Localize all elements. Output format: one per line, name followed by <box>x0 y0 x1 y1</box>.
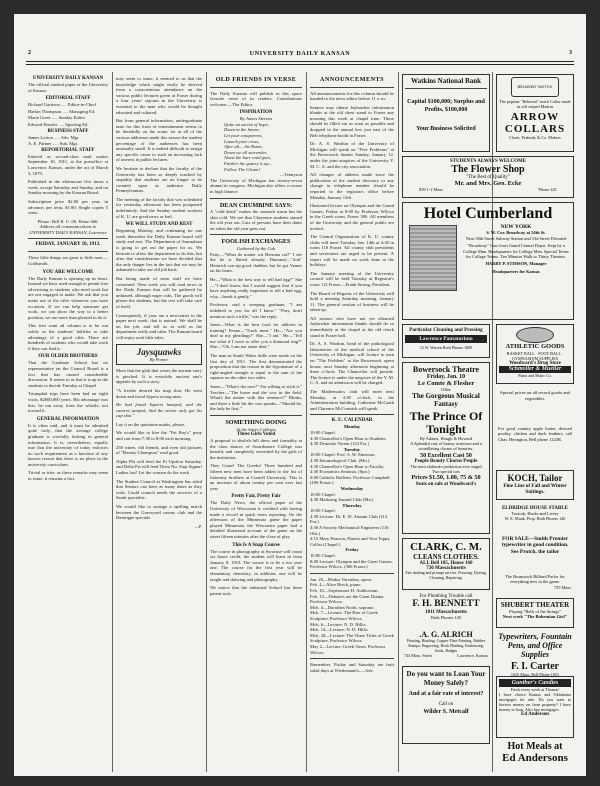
masthead-rule <box>26 61 574 62</box>
jaysquawks-box <box>116 344 202 366</box>
alrich-contact <box>404 653 488 658</box>
brunswick-ad <box>496 572 574 596</box>
entry-notice: Entered as second-class mail matter September 10, 1911, at the postoffice at Lawrence, Kansas, under the act of March 3, 1879. <box>28 153 108 176</box>
pretty-fair-heading: Pretty Fair, Pretty Fair <box>231 494 281 500</box>
bowersock-date: Friday, Jan. 10 <box>426 374 466 380</box>
special-prices-text: Special prices on all record goods and vegetables. <box>500 390 570 401</box>
poem-line: Launch your cross, <box>224 138 260 144</box>
snap-course-heading: This Is A Snap Course <box>232 542 280 548</box>
bowersock-offer: Offer <box>441 387 451 392</box>
calendar-row: Mch. 14—Lecture: N. D. Hillis. <box>310 627 369 633</box>
calendar-day-name: Friday <box>345 547 359 553</box>
flower-address: 829 1-2 Mass <box>419 187 443 192</box>
watkins-tagline: Your Business Solicited <box>416 126 476 132</box>
column-divider <box>206 72 207 772</box>
calendar-row: 8:00 Lecture: Olympia and the Great Games, Professor Wilcox. (306 Fraser.) <box>310 558 393 570</box>
poem-line: Let your conquerors, <box>224 133 263 139</box>
loan-rate: And at a fair rate of interest? <box>408 691 484 697</box>
prices-cars: Two special cars <box>432 469 460 474</box>
mortgage-name: Ed Anderson <box>521 712 549 717</box>
clark-sub: CLEANS CLOTHES. <box>413 553 479 561</box>
foolish-heading: FOOLISH EXCHANGES <box>221 238 291 246</box>
calendar-row: Feb. 13—Debaters are the Great Drama. Professor Wilcox. <box>310 593 385 605</box>
jaysquawks-spelling: We would like to arrange a spelling match between the Graveyard county club and the Dentrippe specials. <box>116 504 202 521</box>
calendar-day-name: Tuesday <box>343 446 361 452</box>
hot-meals: Hot Meals at <box>507 741 563 752</box>
announcements-heading: ANNOUNCEMENTS <box>319 76 385 83</box>
schmoller-sub: Piano and Music Co. <box>518 372 552 378</box>
calendar-day-name: Monday <box>343 424 361 430</box>
announcement: The January meeting of the University council will be held Tuesday at Registrar's room 112 Fraser.—Frank Strong, President. <box>310 270 394 287</box>
arrow-maker: Cluett, Peabody & Co. Makers <box>509 135 561 140</box>
cleaning-title: Particular Cleaning and Pressing <box>409 327 483 333</box>
calendar-row: May 2—Lecture: Greek Vases, Professor Wilcox. <box>310 643 386 655</box>
column-divider <box>112 72 113 772</box>
cornell-body: They Come! The Greeks! Three hundred and fifteen new men have been added to the list of fraternity brothers at Cornell University. This is an increase of about twenty per cent over last year. <box>210 463 302 491</box>
sale-title: FOR SALE—Smith Premier typewriter in good condition. <box>501 536 569 549</box>
faculty-paragraph: The meeting of the faculty that was scheduled for yesterday afternoon has been postponed indefinitely. And the Sunday student workers of K. U. are good news or bad. <box>116 196 202 219</box>
foolish-body-2: He—"What is the best way to tell bad egg?" She—"I don't know, but I would suggest that if you have anything really important to tell a bad egg, why—break it gently." <box>210 276 302 299</box>
calendar-row: 4:30 A Society Mechanical Engineers (116 Obs.) <box>310 525 389 536</box>
foolish-body: Patty—"What do matter wit Herman cat?" I see the lie is flatted already. Dunrand—"Aok" Heinrich can sip good chabbet, but he got Varner on his brain. <box>210 251 302 274</box>
divider <box>310 87 394 88</box>
special-prices-notice <box>496 388 574 422</box>
watkins-capital: Capital $100,000; Surplus and Profits, $100,000 <box>407 99 485 113</box>
ed-andersons-name: Ed Andersons <box>502 752 568 764</box>
country-produce-ad <box>496 424 574 468</box>
shubert-next: Next week "The Bohemian Girl" <box>502 614 568 619</box>
announcement: All seniors who have not yet obtained Jayhawker information blanks should do so immediately at the chapel at the old check stand in Fraser hall. <box>310 315 394 338</box>
study-rest-body-2: But being made of stern stuff we have consented. Next week you will read news in the Daily Kansan that will be gathered by unbiased, although eager cubs. The goods will please the students, but the rest will take care of itself. <box>116 276 202 309</box>
study-rest-body-3: Consequently, if your are a newcomer to the paper next week, that is natural. We shall be on the job, and tell us as well as the department really and calm. The Kansan board will enjoy such little tales. <box>116 312 203 340</box>
jaysquawks-alpha: Alpha Phi will feed the Pi Upsilon Saturday, and Delta Psi will feed Theta Nu. Stop Sigma! Ladies last! Let the women do the work. <box>116 458 202 476</box>
clark-blurb: Fair dealing and prompt service. Pressing, Dyeing, Cleaning, Repairing. <box>405 570 487 580</box>
divider <box>210 87 302 88</box>
calendar-row: 4:30 Economics Seminar. (Spo.) <box>310 469 370 475</box>
general-info-tail: Trivial or trite, as these remarks may seem to some, it remains a fact. <box>28 470 108 482</box>
sale-sub: See Protch, the tailor <box>510 548 560 555</box>
hotel-blurb: "Broadway" Cars from Grand Central Depot. Kept by a College Man. Headquarters for College Men. Special Terms for College Teams. Ten Minutes Walk to Thirty Theatres. <box>463 243 569 260</box>
calendar-heading: K. U. CALENDAR <box>331 418 373 424</box>
lectures-paragraph: may seem to some, it seemed to us that the knowledge which might easily be derived from a conscientious attendance on the various public lectures given at Fraser during a four years' sojourn in the University is essential to the man who would be thought educated and cultured. <box>116 76 202 115</box>
alrich-city: Lawrence, Kansas <box>457 653 488 659</box>
ed-andersons-ad <box>496 740 574 770</box>
koch-sub: Fine Line of Fall and Winter Suitings. <box>503 483 567 495</box>
announcement: The Mathematics club will meet next Monday, at 4:30 o'clock, in the Administration building. Catherine McGrath and Clarence McCormick will speak. <box>310 389 394 411</box>
brunswick-text: The Brunswick Billiard Parlor for everything new in the game. <box>505 574 565 585</box>
trip-paragraph: Triumphal trips have been had on eight visits, $2000,000 years. His advantage was this: he ran away from the whistle, not toward it. <box>28 391 108 414</box>
divider <box>210 198 302 199</box>
shubert-theater-ad <box>496 598 574 628</box>
flower-welcome: STUDENTS ALWAYS WELCOME <box>449 159 527 164</box>
bennett-phone: Both Phones 120 <box>430 615 461 620</box>
jaysquawks-wines: 250 wines, old friends, and even old pictures of "Bounty Chompsea" read good. <box>116 444 202 456</box>
business-staff-list <box>28 135 108 147</box>
clark-name: CLARK, C. M. <box>410 541 482 553</box>
announcement: Dr. A. S. Warthin, head of the pathological laboratories of the medical school of the University of Michigan, will lecture to men on "The Problem" at the Bowersock opera house, next Sunday afternoon beginning at three o'clock. The Chancellor will preside. The lecture is under the auspices of the Y. M. C. A. and no admission will be charged. <box>310 341 394 386</box>
hotel-headquarters: Headquarters for Kansas <box>492 268 540 274</box>
calendar-day <box>310 503 394 548</box>
hotel-cumberland-ad <box>402 202 574 320</box>
column-divider <box>306 72 307 772</box>
prices-seats: Seats on sale at Woodward's <box>415 481 477 487</box>
calendar-row: Feb. 4—Alice Bieck, piano. <box>310 582 362 588</box>
cleaning-ad <box>402 324 490 358</box>
staff-row: Harlan Thompson ..... Managing Ed. <box>28 108 96 114</box>
poem-byline: By James Stevens <box>239 116 273 122</box>
poem-line: Dawn in the haven, <box>224 127 260 133</box>
announcement: Illustrated lecture on Olympia and the Grand Games, Friday at 8:00 by Professor Wilcox in the Greek room, Fraser 306. All members of the University and the general public are invited. <box>310 203 394 231</box>
foolish-subheading: Gathered by the Cub <box>236 245 276 251</box>
foolish-body-6: Jones—"What's the new?" I'm willing to stick it." Teacher—"The horse and the cow in the field. What's the matter with this sentence?" Blinks, and there a little bit the cow speaks—"Should be, the lady be first." <box>210 384 302 412</box>
foolish-body-4: Jones—What is the best food for athletes in training? Fenno—"Track meat." He—"Are you deaf to my pleadings?" She—"I am." He—"Tell me what if I were to offer you a diamond ring?" She—"Oh, I am not stone deaf." <box>210 322 302 350</box>
eldridge-address: W. E. Muak, Prop. Both Phones 140 <box>504 516 566 521</box>
column-editorial <box>28 76 108 770</box>
eldridge-stable-ad <box>496 504 574 532</box>
calendar-row: Feb. 10—Sophomore H. Auditorium. <box>310 588 379 593</box>
dean-heading: DEAN CRUMBINE SAYS: <box>219 201 293 209</box>
loan-ad <box>402 666 490 744</box>
flower-tagline: "The Best of Quality" <box>466 175 510 180</box>
prices-amounts: Prices $1.50, 1.00, 75 & 50 <box>411 474 481 481</box>
hotel-address: S. W. Cor. Broadway at 54th St. <box>486 230 546 236</box>
athletic-title: ATHLETIC GOODS <box>505 343 565 350</box>
shubert-sub: Playing "Bells of the Strings" <box>509 609 561 614</box>
foolish-body-3: Professor, said a weeping graduate, "I am indebted to you for all I know." "Pray, don't mention such a trifle," was the reply. <box>210 302 302 319</box>
calendar-row: Mch. 7—Lecture: The Rise of Greek Sculpture, Professor Wilcox. <box>310 610 378 621</box>
staff-row: Richard Garrison ..... Editor-in-Chief <box>28 102 97 108</box>
jaysquawks-body: More that the glob that wears the ancient story is pinched. It is erstwhile ancient one's appetite by such a story. <box>116 368 202 385</box>
divider <box>405 88 487 89</box>
older-brothers-body: That the Graduate School has no representative on the Council Board is a fact that has caused considerable discussion. It seems to us that it is up to the students to decide Tuesday at Chapel. <box>28 360 108 388</box>
subscription-notice: Subscription price $2.00 per year, in advance; per term, $1.00; Single copies 5 cents. <box>28 198 108 216</box>
masthead-title: UNIVERSITY DAILY KANSAN <box>249 50 351 57</box>
poem-line: Alone the bare road goes, <box>224 155 272 161</box>
mortgage-blurb: I have choice Kansas and Oklahoma mortgages for sale. Do you want to borrow money on farm property? I have money to loan. Also buy mortgages. <box>499 692 571 712</box>
editorial-staff-list <box>28 102 108 127</box>
hotel-building-illustration <box>409 225 457 291</box>
reporters-heading: REPORTORIAL STAFF <box>41 147 95 153</box>
issue-date: FRIDAY, JANUARY 10, 1913. <box>35 242 101 248</box>
jaysquawks-quote: "A freshie desired his map shot, He went down and faced Sypeta wrong man. <box>116 387 202 399</box>
announcement: Seniors may obtain Jayhawker information blanks at the old chest stand to Fraser any morning this week at chapel time. These should be filled out as soon as possible and dropped in the annual box just east of the Bell telephone booth in Fraser. <box>310 104 394 138</box>
watkins-bank-ad <box>402 74 490 152</box>
loan-question: Do you want to Loan Your Money Safely? <box>406 670 486 687</box>
jaysquawks-note: Lay it on the quotation marks, please. <box>116 421 186 427</box>
bennett-plumbing-ad <box>402 592 490 626</box>
foolish-body-5: The man in South Wales drills were made on the first day of 1911. The first demonstrated the proposition that the reason in the hypotenuse of a right-angled triangle is equal to the sum of the squares on the other two sides. <box>210 353 302 381</box>
editorial-staff-heading: EDITORIAL STAFF <box>45 96 91 102</box>
jaysquawks-pony: We would like to hire the "Fat Boy's" pony and cart from 7:30 to 8:00 each morning. <box>116 430 202 442</box>
calendar-row: 4:30 Lecture. Dr. E. W. Alumni Club (114 Fra.) <box>310 513 388 525</box>
column-features <box>210 76 302 770</box>
alrich-title: .A. G. ALRICH <box>419 630 473 639</box>
prices-cast: 50 Excellent Cast 50 <box>420 453 472 459</box>
snap-course-body: The course in photography at Syracuse will count six hours credit, the student will learn in from January 8, 1913. The course is to be a two year one. The course for the first year will be elementary chemistry, in addition, one will be taught and drawing and photography. <box>210 548 302 582</box>
masthead-rule-2 <box>26 64 574 65</box>
calendar-row: Mch. 28—Lecture: The Three Titles of Greek Sculpture, Professor Wilcox. <box>310 632 394 644</box>
staff-row: James Lorton ..... Adv. Mgr. <box>28 134 80 140</box>
poem-credit: —Tennyson <box>279 172 302 178</box>
poem-line: Follow The Gleam! <box>224 166 260 172</box>
flower-shop-ad <box>402 156 574 198</box>
hotel-title: Hotel Cumberland <box>423 205 553 222</box>
page-number-right: 3 <box>569 50 572 56</box>
cleaning-address: 12 W. Warren Both Phones 1000 <box>419 345 473 350</box>
carter-address: 1025 Mass. Bell Phone 1051 <box>510 672 560 677</box>
bowersock-show: The Gorgeous Musical Fantasy <box>412 392 480 408</box>
hotel-city: NEW YORK <box>500 224 532 230</box>
girls-voted-heading: Three Girls Voted <box>236 432 276 438</box>
poem-line: Quite an ascent of hope, <box>224 121 269 127</box>
brunswick-address: 735 Mass. <box>553 584 572 590</box>
jaysquawks-title: Jaysquawks <box>136 346 182 357</box>
you-welcome-body-2: This free want ad column is to be run solely as the students' bulletin to take advantage of a good offer. There are hundreds of students who would take work if they can find it. <box>28 323 108 351</box>
carter-supplies-ad <box>496 630 574 677</box>
prices-production: The most elaborate production ever staged <box>410 464 482 469</box>
bennett-name: F. H. BENNETT <box>412 599 480 609</box>
address-notice: Address all communications to UNIVERSITY DAILY KANSAN, Lawrence <box>29 224 107 235</box>
gunther-title: Gunther's Candies <box>499 679 571 687</box>
clark-phone: ALL Bell 185, House 160 <box>419 561 473 566</box>
general-info-heading: GENERAL INFORMATION <box>36 416 100 422</box>
paper-name: UNIVERSITY DAILY KANSAN <box>32 76 104 81</box>
michigan-note: The University of Michigan has twenty-seven alumni in congress. Michigan also offers a course in high finance. <box>210 177 302 194</box>
calendar-row: 10:00 Chapel. <box>310 553 336 559</box>
calendar-row: 10:00 Chapel. <box>310 429 336 435</box>
watkins-title: Watkins National Bank <box>410 77 482 85</box>
calendar-row: Mch. 4—Dorothea North, soprano. <box>310 604 375 610</box>
calendar-row: Jan. 20—Modus Varendus, opera. <box>310 576 373 582</box>
alrich-address: 744 Mass. Street <box>404 653 433 659</box>
flower-owners: Mr. and Mrs. Geo. Ecke <box>454 180 522 187</box>
divider <box>210 415 302 416</box>
divider <box>310 573 394 574</box>
divider <box>28 251 108 252</box>
announcement: The Board of Regents of the University will hold a meeting Saturday morning, January 11. The general session of business will be taken up. <box>310 290 394 313</box>
flower-contact <box>405 187 571 192</box>
calendar-row: 6:00 Catholic Bulletin. Professor Campbell. (106 Fraser.) <box>310 474 391 486</box>
paper-intro: The official student paper of the University of Kansas. <box>28 82 108 93</box>
newspaper-page <box>14 14 586 776</box>
calendar-day-name: Wednesday <box>340 485 364 491</box>
poem <box>210 122 302 172</box>
bowersock-theatre-ad <box>402 362 490 534</box>
column-divider <box>398 72 399 772</box>
calendar-day <box>310 547 394 569</box>
divider <box>210 234 302 235</box>
published-notice: Published in the afternoons five times a week, except Saturday and Sunday, and on Sunday morning by the Kansan Board. <box>28 179 108 196</box>
bennett-lead: For Plumbing Trouble call <box>419 594 473 599</box>
page-number-left: 2 <box>28 50 31 56</box>
old-friends-intro: The Daily Kansan will publish in this space favorite verse of its readers. Contributions welcome.—The Editor. <box>210 90 302 107</box>
calendar-row: 4:30 Deutsche Verein (123 Fra.) <box>310 441 369 447</box>
country-produce-text: For good country apple butter, dressed poultry, chicken and duck feathers, call Chas. Herington, Bell phone 1223R. <box>498 426 572 442</box>
girls-voted-body: A proposal to abolish full dress and formality at the class dances of Swarthmore College was heartily and completely overruled by the girls of the institution. <box>210 438 302 460</box>
gunther-candies-ad <box>496 676 574 738</box>
clark-address: 730 Massachusetts <box>426 566 466 571</box>
eldridge-sub: Taxicab, Hacks and Livery <box>511 511 559 516</box>
athletic-goods-ad <box>496 324 574 384</box>
announcements-intro: All announcements for this column should be handed to the news editor before 11 a. m. <box>310 90 394 102</box>
divider <box>28 238 108 239</box>
calendar-row: 4:30 Marksing Journal Club (Mu.) <box>310 497 374 503</box>
old-friends-heading: OLD FRIENDS IN VERSE <box>215 76 297 83</box>
calendar-row: 4:30 Chancellor's Open Hour to Faculty. <box>310 463 385 469</box>
jaysquawks-signoff: —P. <box>194 523 202 529</box>
hotel-manager: HARRY P. STIMSON, Manager <box>485 261 547 267</box>
clark-cleaning-ad <box>402 538 490 590</box>
athletic-lines: BASKET BALL · FOOT BALL · GYMNASIUM SUPPLIES <box>506 350 564 361</box>
calendar-day-name: Thursday <box>342 502 362 508</box>
gunther-sub: Fresh every week at Thomas' <box>510 687 560 692</box>
column-announcements <box>310 76 394 770</box>
calendar-row: Mch. 6—Lecture: N. D. Hillis. <box>310 621 367 627</box>
woodward-logo-icon <box>516 327 554 343</box>
calendar-day <box>310 424 394 446</box>
flower-title: The Flower Shop <box>451 164 525 175</box>
prince-cast: A Splendid cast of brainy actresses and a scintillating chorus of beauties. <box>410 441 482 451</box>
lectures-paragraph-2: But from general information, undergraduate taste for this form of entertainment seems to be decidedly on the wane, for at all of the various addresses made this season the student percentage of the audiences has been unusually small. It is indeed difficult to assign any specific cause to such an increasing lack of interest in public lectures. <box>116 118 202 163</box>
hotel-details <box>461 225 571 274</box>
flower-phone: Phone 421 <box>538 187 557 192</box>
calendar-row: 10:00 Chapel. Prof. S. W. Emerson. <box>310 452 376 458</box>
staff-row: A. E. Palmer ..... Sub. Mgr. <box>28 141 79 147</box>
jaysquawks-verse: He had found Squiers humped, and the camera jumped, And the senior only got his cap shot." <box>116 402 202 419</box>
snap-course-tail: We notice that the industrial School has three patent suits. <box>210 585 302 596</box>
arrow-blurb: The popular "Belmont" notch Collar made in self striped Madras <box>499 99 571 109</box>
phone-notice: Phone: Bell K. U. 66. Home 666. <box>37 218 99 224</box>
carter-name: F. I. Carter <box>511 661 559 672</box>
business-staff-heading: BUSINESS STAFF <box>47 128 89 134</box>
hotel-near: Near 50th Street Subway Station and 53d Street Elevated <box>465 235 567 241</box>
koch-title: KOCH, Tailor <box>507 473 563 483</box>
you-welcome-body: The Daily Kansan is opening up its heart. Instead we have used enough to permit free advertising to students who need work but are not engaged to make. We ask that you make use of the offer whenever you have occasion. If we can help someone get work, we can show the way to a better position, we are more than pleased to do it. <box>28 275 108 320</box>
schmoller-name: Schmoller & Mueller <box>499 366 571 373</box>
older-brothers-heading: OUR OLDER BROTHERS <box>38 354 98 360</box>
staff-row: Edward Hassler ..... Sporting Ed. <box>28 121 89 127</box>
calendar-day <box>310 447 394 486</box>
poem-line: Down we all surrender, <box>224 149 267 155</box>
prices-chorus: People Beauty Chorus People <box>414 459 478 464</box>
typewriters-heading: Typewriters, Fountain Pens, and Office Supplies <box>498 632 572 659</box>
column-editorial-2 <box>116 76 202 770</box>
calendar-day <box>310 486 394 503</box>
loan-call: Call on <box>438 702 454 707</box>
something-doing-heading: SOMETHING DOING <box>225 419 287 426</box>
bowersock-cast: Le Comte & Flesher <box>417 380 475 387</box>
koch-tailor-ad <box>496 470 574 500</box>
cleaning-name: Lawrence Pantatorium <box>405 335 487 343</box>
calendar-row: 4:30 Entomological Club. (Mu.) <box>310 457 370 463</box>
jaysquawks-council: The Student Council at Washington has ruled that Seniors can have as many dates as they wish. Could council needs the services of a Sarah specialist. <box>116 478 202 501</box>
study-rest-body: Beginning Monday, and continuing for one week thereafter the Daily Kansan board will study and rest. The Department of Journalism is going to get out the paper for us. We hesitate to allow the department to do this, but after due consideration we have decided that the only danger lies in the fact that we may be ashamed to take our old job back. <box>116 228 202 273</box>
jaysquawks-byline: By Pomee <box>149 356 169 362</box>
bennett-address: 1011 Massachusetts <box>425 610 467 615</box>
loan-name: Wilder S. Metcalf <box>423 709 469 715</box>
alrich-printing-ad <box>402 628 490 664</box>
collar-icon: BELMONT·NOTCH <box>511 77 559 97</box>
prince-title: The Prince Of Tonight <box>409 409 483 436</box>
arrow-collars-ad <box>496 74 574 152</box>
arrow-title: ARROW COLLARS <box>504 111 566 135</box>
calendar-row: 4:30 Chancellor's Open Hour to Students. <box>310 435 387 441</box>
calendar-row: 10:00 Chapel. <box>310 491 336 497</box>
bowersock-title: Bowersock Theatre <box>412 365 480 374</box>
athletic-store: Woodward's Drug Store <box>509 360 561 366</box>
poem-line: Farther the quarry is up— <box>224 161 273 167</box>
pretty-fair-body: The Daily News, the official paper of the University of Wisconsin is credited with having made a record in quick news reporting. On the afternoon of the Minnesota game the paper played Minnesota the Wisconsin paper had a detailed illustrated account of the game on the street fifteen minutes after the close of play. <box>210 500 302 539</box>
you-welcome-heading: YOU ARE WELCOME <box>42 269 94 275</box>
study-rest-heading: WE WILL STUDY AND REST <box>125 222 193 228</box>
wiedemann-reminder: Remember, Friday and Saturday are fruit salad days at Wiedemann's.—Adv. <box>310 662 394 673</box>
typewriter-sale-ad <box>496 534 574 570</box>
poem-line: After all— the Rome, <box>224 144 263 150</box>
staff-row: Marie Greer ..... Sunday Editor <box>28 115 86 121</box>
divider <box>310 414 394 415</box>
general-info-body: It is often said, and it must be admitted quite truly, that the average college graduate is woefully lacking in general information. It is, nevertheless, equally true that the university of today enforces no such requirement as a function of any known reason that there is no place in the university curriculum. <box>28 422 108 467</box>
announcement: The Central Organization of K. U. county clubs will meet Tuesday, Jan. 14th at 4:30 in room 110 Fraser. All county club presidents and secretaries are urged to be present. A report will be made on work done at the holidays. <box>310 234 394 268</box>
prince-byline: By Adams, Hough & Howard <box>419 436 473 441</box>
divider <box>310 658 394 659</box>
lectures-paragraph-3: We hesitate to declare that the faculty of the University has been so deeply touched by stupidity that students are no longer to be counted upon as audience. Daily Pennsylvanian. <box>116 165 202 194</box>
shubert-title: SHUBERT THEATER <box>500 601 570 609</box>
something-doing-subheading: At the Sister Colleges <box>236 426 276 432</box>
eldridge-title: ELDRIDGE HOUSE STABLE <box>501 506 569 511</box>
calendar-row: 10:00 Chapel. <box>310 508 336 514</box>
poem-title: INSPIRATION <box>239 110 273 116</box>
lead-quote: These little things are great to little men.—Goldsmith. <box>28 255 108 267</box>
announcement: Dr. A. S. Warthin of the University of Michigan will speak on "Five Problems" at the Bowersock theater Sunday, January 12, under the joint auspices of the University Y. M. C. A. and the city association. <box>310 141 394 169</box>
alrich-blurb: Printing, Binding, Copper Plate Printing, Rubber Stamps, Engraving, Book Binding, Embossing, Seals, Badges <box>406 638 486 653</box>
announcement: All changes of address made since the publication of the student directory or any change in telephone number should be reported to the registrars office before Monday, January 13th. <box>310 172 394 200</box>
calendar-row: 4:15 Mary Pearson, Pianist and Vera Topps, Cellist (Chapel.) <box>310 536 391 547</box>
dean-body: A "cold drink" makes the stomach warm but the skin cold. We see that Cheyenne students sinned the old year out. Cats of persons have their dates on when the old year goes out. <box>210 209 302 231</box>
